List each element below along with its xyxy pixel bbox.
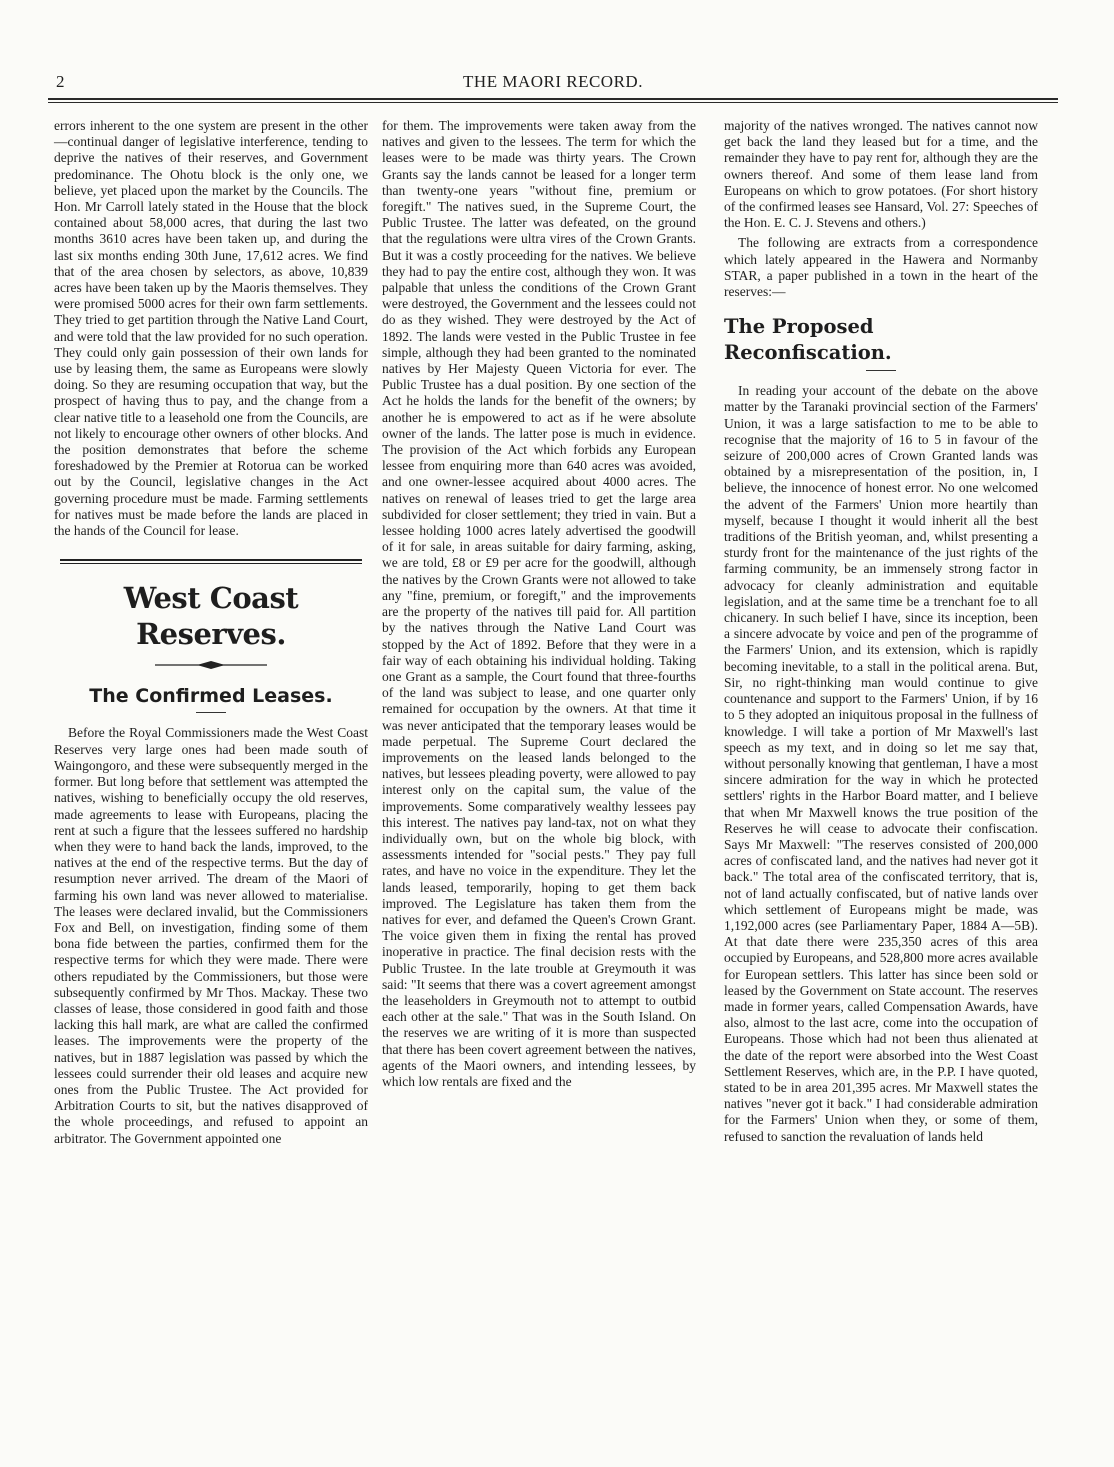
article-paragraph: Before the Royal Commissioners made the West Coast Reserves very large ones had been made south of Waingongoro, and these were subsequently merged in the former. But long before that settlement was attempted the natives, wishing to beneficially occupy the old reserves, made agreements to lease with Europeans, placing the rent at such a figure that the lessees suffered no hardship when they were to hand back the lands, improved, to the natives at the end of the respective terms. But the day of resumption never arrived. The dream of the Maori of farming his own land was never allowed to materialise. The leases were declared invalid, but the Commissioners Fox and Bell, on investigation, finding some of them bona fide between the parties, confirmed them for the respective terms for which they were made. There were others repudiated by the Commissioners, but those were subsequently confirmed by Mr Thos. Mackay. These two classes of lease, those considered in good faith and those lacking this hall mark, are what are called the confirmed leases. The improvements were the property of the natives, but in 1887 legislation was passed by which the lessees could surrender their old leases and acquire new ones from the Public Trustee. The Act provided for Arbitration Courts to sit, but the natives disapproved of the whole proceedings, and refused to appoint an arbitrator. The Government appointed one	[54, 725, 368, 1146]
column-2	[382, 118, 696, 1094]
section-subheading: The Confirmed Leases.	[89, 685, 333, 708]
ornament-divider-icon	[54, 658, 368, 674]
article-paragraph: errors inherent to the one system are present in the other—continual danger of legislative interference, tending to deprive the natives of their reserves, and Government predominance. The Ohotu block is the only one, we believe, yet placed upon the market by the Councils. The Hon. Mr Carroll lately stated in the House that the block contained about 58,000 acres, that during the last two months 3610 acres have been taken up, and during the last six months ending 30th June, 17,612 acres. We find that of the area chosen by selectors, as above, 10,839 acres have been taken up by the Maoris themselves. They were promised 5000 acres for their own farm settlements. They tried to get partition through the Native Land Court, and were told that the law provided for no such operation. They could only gain possession of their own lands for use by leasing them, the same as Europeans were slowly doing. So they are resuming occupation that way, but the prospect of having thus to pay, and the change from a clear native title to a leasehold one from the Councils, are not likely to encourage other owners of other blocks. And the position demonstrates that before the scheme foreshadowed by the Premier at Rotorua can be worked out by the Council, legislative changes in the Act governing procedure must be made. Farming settlements for natives must be made before the lands are placed in the hands of the Council for lease.	[54, 118, 368, 539]
running-head: THE MAORI RECORD.	[463, 72, 643, 91]
column-1	[54, 118, 368, 1151]
page-header	[48, 72, 1058, 96]
section-heading: The Proposed Reconfiscation.	[724, 315, 892, 365]
article-paragraph: The following are extracts from a correspondence which lately appeared in the Hawera and Normanby STAR, a paper published in a town in the heart of the reserves:—	[724, 235, 1038, 300]
header-rule	[48, 98, 1058, 103]
short-rule	[196, 712, 226, 713]
section-divider	[60, 559, 362, 564]
article-paragraph: majority of the natives wronged. The natives cannot now get back the land they leased but for a time, and the remainder they have to pay rent for, although they are the owners thereof. And some of them lease land from Europeans on which to grow potatoes. (For short history of the confirmed leases see Hansard, Vol. 27: Speeches of the Hon. E. C. J. Stevens and others.)	[724, 118, 1038, 231]
page-number: 2	[56, 72, 65, 91]
section-heading: West Coast Reserves.	[123, 581, 299, 652]
article-paragraph: for them. The improvements were taken away from the natives and given to the lessees. The term for which the leases were to be made was thirty years. The Crown Grants say the lands cannot be leased for a longer term than twenty-one years "without fine, premium or foregift." The natives sued, in the Supreme Court, the Public Trustee. The latter was defeated, on the ground that the regulations were ultra vires of the Crown Grants. But it was a costly proceeding for the natives. We believe they had to pay the entire cost, although they won. It was palpable that unless the conditions of the Crown Grant were destroyed, the Government and the lessees could not do as they wished. They were destroyed by the Act of 1892. The lands were vested in the Public Trustee in fee simple, although they had been granted to the nominated natives by Her Majesty Queen Victoria for ever. The Public Trustee has a dual position. By one section of the Act he holds the lands for the benefit of the owners; by another he is empowered to act as if he were absolute owner of the lands. The latter pose is much in evidence. The provision of the Act which forbids any European lessee from enquiring more than 640 acres was avoided, and one owner-lessee acquired about 4000 acres. The natives on renewal of leases tried to get the large area subdivided for closer settlement; they tried in vain. But a lessee holding 1000 acres lately advertised the goodwill of it for sale, in areas suitable for dairy farming, asking, we are told, £8 or £9 per acre for the goodwill, although the natives by the Crown Grants were not allowed to take any "fine, premium, or foregift," and the improvements are the property of the natives till paid for. All partition by the natives through the Native Land Court was stopped by the Act of 1892. Before that they were in a fair way of each obtaining his individual holding. Taking one Grant as a sample, the Court found that three-fourths of the land was subject to lease, and one quarter only remained for occupation by the owners. At that time it was never anticipated that the temporary leases would be made perpetual. The Supreme Court declared the improvements on the leased lands belonged to the natives, but lessees pleading poverty, were allowed to pay interest only on the capital sum, the value of the improvements. Some comparatively wealthy lessees pay this interest. The natives pay land-tax, not on what they individually own, but on the whole big block, with assessments intended for "social pests." They pay full rates, and have no voice in the expenditure. They let the lands leased, temporarily, hoping to get them back improved. The Legislature has taken them from the natives for ever, and defamed the Queen's Crown Grant. The voice given them in fixing the rental has proved inoperative in practice. The final decision rests with the Public Trustee. In the late trouble at Greymouth it was said: "It seems that there was a covert agreement amongst the leaseholders in Greymouth not to attempt to outbid each other at the sale." That was in the South Island. On the reserves we are writing of it is more than suspected that there has been covert agreement between the natives, agents of the Maori owners, and intending lessees, by which low rentals are fixed and the	[382, 118, 696, 1089]
article-paragraph: In reading your account of the debate on the above matter by the Taranaki provincial section of the Farmers' Union, it was a large satisfaction to me to be able to recognise that the majority of 16 to 5 in favour of the seizure of 200,000 acres of Crown Granted lands was obtained by a misrepresentation of the position, in, I believe, the innocence of honest error. No one welcomed the advent of the Farmers' Union more heartily than myself, because I thought it would inherit all the best traditions of the British yeoman, and, whilst presenting a sturdy front for the maintenance of the just rights of the farming community, be an immensely strong factor in advocacy for cleanly administration and equitable legislation, and at the same time be a trenchant foe to all chicanery. In such belief I have, since its inception, been a sincere advocate by voice and pen of the programme of the Farmers' Union, and its extension, which is rapidly becoming inevitable, to a stall in the political arena. But, Sir, no right-thinking man would continue to give countenance and support to the Farmers' Union, if by 16 to 5 they adopted an iniquitous proposal in the fullness of knowledge. I will take a portion of Mr Maxwell's last speech as my text, and in doing so let me say that, without personally knowing that gentleman, I have a most sincere admiration for the way in which he protected settlers' rights in the Harbor Board matter, and I believe that when Mr Maxwell knows the true position of the Reserves he will cease to advocate their confiscation. Says Mr Maxwell: "The reserves consisted of 200,000 acres of confiscated land, and the natives had never got it back." The total area of the confiscated territory, that is, not of land actually confiscated, but of native lands over which settlement of Europeans might be made, was 1,192,000 acres (see Parliamentary Paper, 1884 A—5B). At that date there were 235,350 acres of this area occupied by Europeans, and 528,800 more acres available for European settlers. This latter has since been sold or leased by the Government on State account. The reserves made in former years, called Compensation Awards, have also, almost to the last acre, come into the occupation of Europeans. Those which had not been thus alienated at the date of the report were absorbed into the West Coast Settlement Reserves, which are, in the P.P. I have quoted, stated to be in area 201,395 acres. Mr Maxwell states the natives "never got it back." I had considerable admiration for the Farmers' Union when they, or some of them, refused to sanction the revaluation of lands held	[724, 383, 1038, 1144]
short-rule	[866, 370, 896, 371]
column-3	[724, 118, 1038, 1149]
